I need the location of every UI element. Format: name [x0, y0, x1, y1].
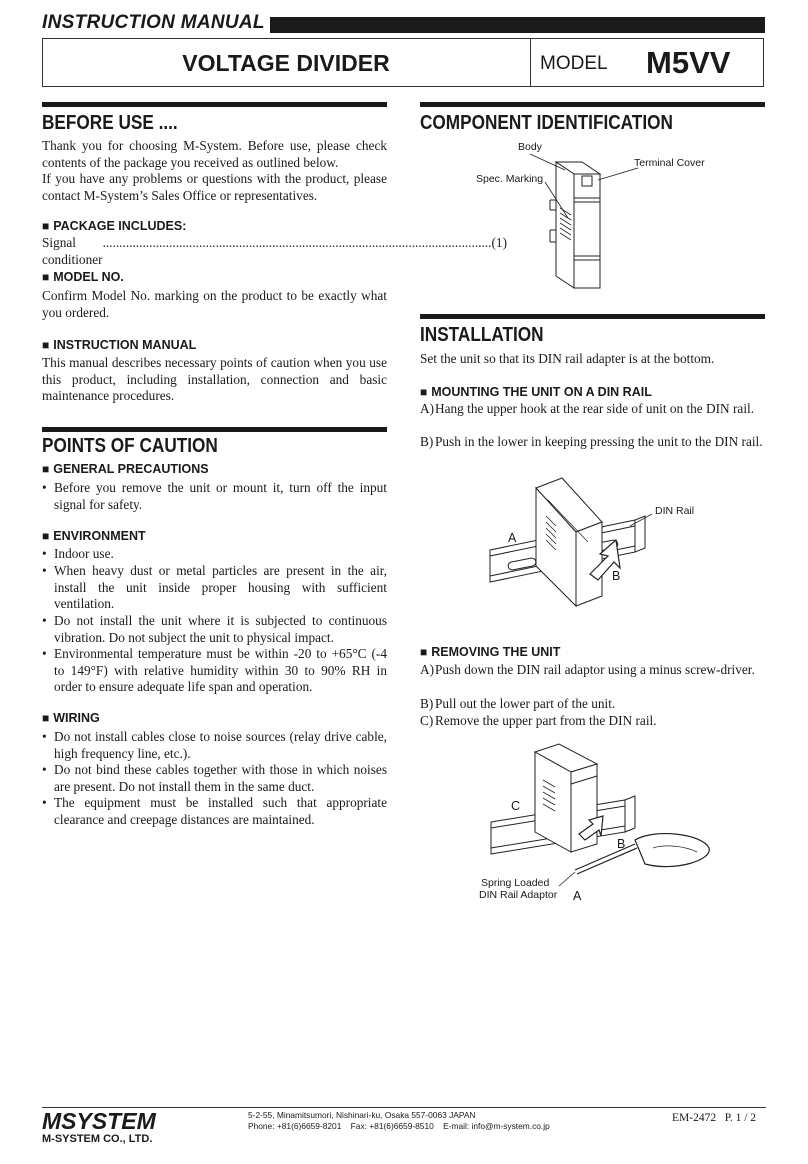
logo-text: MSYSTEM: [42, 1108, 156, 1134]
section-bar: [420, 102, 765, 107]
environment-item: • Indoor use.: [42, 546, 387, 563]
remove-step: [420, 662, 780, 679]
step-key: B): [420, 434, 434, 449]
step-key: A): [420, 401, 435, 416]
step-text: Remove the upper part from the DIN rail.: [435, 713, 657, 728]
footer-code: [672, 1112, 756, 1124]
remove-step: [420, 696, 780, 713]
dot-leader: .....................................................................................................................: [102, 235, 492, 250]
title-box-divider: [530, 38, 531, 87]
step-key: A): [420, 662, 435, 677]
remove-step: [420, 713, 780, 730]
label-spring-loaded: Spring Loaded: [481, 877, 550, 889]
step-key: B): [420, 696, 434, 711]
header-bar: [270, 17, 765, 33]
page-number: P. 1 / 2: [724, 1112, 757, 1124]
package-row: [42, 235, 508, 268]
label-c: C: [511, 799, 521, 813]
doc-code: EM-2472: [672, 1112, 717, 1124]
before-use-intro: Thank you for choosing M-System. Before use, please check contents of the package you received as outlined below.: [42, 138, 387, 170]
manual-text: This manual describes necessary points of caution when you use this product, including installation, connection and basic maintenance procedures.: [42, 355, 387, 404]
general-item: • Before you remove the unit or mount it, turn off the input signal for safety.: [42, 480, 387, 513]
footer-address: 5-2-55, Minamitsumori, Nishinari-ku, Osaka 557-0063 JAPAN: [248, 1110, 476, 1120]
step-text: Push down the DIN rail adaptor using a minus screw-driver.: [435, 662, 755, 677]
label-din-rail-adaptor: DIN Rail Adaptor: [479, 889, 558, 901]
mount-heading: ■ MOUNTING THE UNIT ON A DIN RAIL: [420, 385, 652, 399]
general-heading: ■ GENERAL PRECAUTIONS: [42, 462, 209, 476]
wiring-item: • Do not bind these cables together with those in which noises are present. Do not install them in the same duct.: [42, 762, 387, 795]
environment-item: • Do not install the unit where it is subjected to continuous vibration. Do not subject the unit to physical impact.: [42, 613, 387, 646]
footer-contact: Phone: +81(6)6659-8201 Fax: +81(6)6659-8510 E-mail: info@m-system.co.jp: [248, 1121, 550, 1131]
step-text: Hang the upper hook at the rear side of unit on the DIN rail.: [435, 401, 755, 416]
label-din-rail: DIN Rail: [655, 505, 695, 517]
model-heading: ■ MODEL NO.: [42, 270, 124, 284]
msystem-logo: [42, 1109, 182, 1133]
remove-heading: ■ REMOVING THE UNIT: [420, 645, 560, 659]
label-spec-marking: Spec. Marking: [476, 173, 544, 185]
installation-intro: Set the unit so that its DIN rail adapter is at the bottom.: [420, 351, 715, 366]
model-label: MODEL: [540, 53, 608, 74]
unit-illustration: [550, 162, 600, 288]
mount-step: [420, 434, 780, 451]
environment-item: • When heavy dust or metal particles are present in the air, install the unit inside proper housing with sufficient ventilation.: [42, 563, 387, 613]
package-heading: ■ PACKAGE INCLUDES:: [42, 219, 186, 233]
mounting-diagram: [470, 470, 710, 620]
label-body: Body: [518, 141, 542, 153]
caution-title: POINTS OF CAUTION: [42, 435, 218, 457]
installation-title: INSTALLATION: [420, 324, 544, 346]
package-item: Signal conditioner: [42, 235, 103, 267]
model-value: M5VV: [646, 45, 731, 80]
label-a: A: [508, 531, 517, 545]
section-bar: [420, 314, 765, 319]
manual-heading: ■ INSTRUCTION MANUAL: [42, 338, 196, 352]
before-use-title: BEFORE USE ....: [42, 112, 178, 134]
product-title: VOLTAGE DIVIDER: [182, 50, 390, 76]
label-b: B: [612, 569, 621, 583]
leader-line: [559, 872, 575, 886]
wiring-item: • Do not install cables close to noise sources (relay drive cable, high frequency line, etc.).: [42, 729, 387, 762]
component-diagram: [470, 138, 720, 298]
environment-heading: ■ ENVIRONMENT: [42, 529, 146, 543]
environment-item: • Environmental temperature must be within -20 to +65°C (-4 to 149°F) with relative humidity within 30 to 90% RH in order to ensure adequate life span and operation.: [42, 646, 387, 696]
section-bar: [42, 102, 387, 107]
wiring-heading: ■ WIRING: [42, 711, 100, 725]
wiring-item: • The equipment must be installed such that appropriate clearance and creepage distances are maintained.: [42, 795, 387, 828]
section-bar: [42, 427, 387, 432]
label-terminal-cover: Terminal Cover: [634, 157, 705, 169]
step-key: C): [420, 713, 434, 728]
model-text: Confirm Model No. marking on the product to be exactly what you ordered.: [42, 288, 387, 320]
step-text: Pull out the lower part of the unit.: [435, 696, 616, 711]
removing-diagram: [475, 740, 720, 905]
label-a: A: [573, 889, 582, 903]
mount-step: [420, 401, 780, 418]
company-name: M-SYSTEM CO., LTD.: [42, 1133, 153, 1145]
before-use-intro-2: If you have any problems or questions with the product, please contact M-System’s Sales Office or representatives.: [42, 171, 387, 203]
unit-illustration: [536, 478, 602, 606]
footer-address-block: [248, 1110, 550, 1132]
step-text: Push in the lower in keeping pressing the unit to the DIN rail.: [435, 434, 763, 449]
manual-title: INSTRUCTION MANUAL: [42, 12, 265, 33]
package-qty: (1): [491, 235, 508, 250]
label-b: B: [617, 837, 626, 851]
component-title: COMPONENT IDENTIFICATION: [420, 112, 673, 134]
